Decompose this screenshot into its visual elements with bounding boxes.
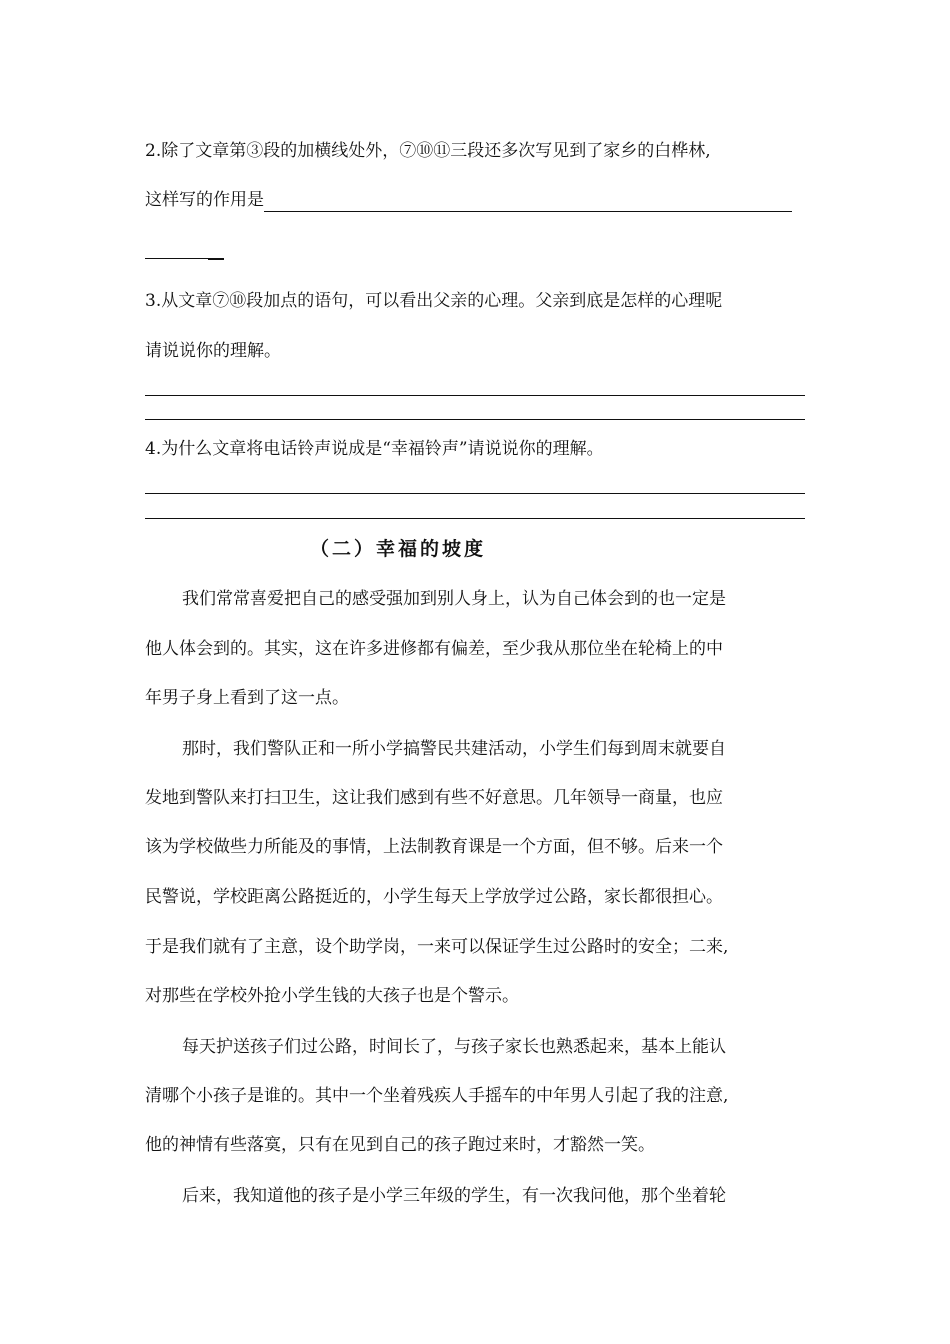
paragraph-1-line-3: 年男子身上看到了这一点。 — [145, 688, 349, 708]
paragraph-3-line-3: 他的神情有些落寞，只有在见到自己的孩子跑过来时，才豁然一笑。 — [145, 1135, 655, 1155]
answer-blank-2-end-mark — [208, 258, 224, 260]
paragraph-4-line-1: 后来，我知道他的孩子是小学三年级的学生，有一次我问他，那个坐着轮 — [182, 1186, 726, 1206]
answer-blank-2-continuation[interactable] — [145, 258, 209, 259]
paragraph-2-line-4: 民警说，学校距离公路挺近的，小学生每天上学放学过公路，家长都很担心。 — [145, 887, 723, 907]
paragraph-1-line-2: 他人体会到的。其实，这在许多进修都有偏差，至少我从那位坐在轮椅上的中 — [145, 639, 723, 659]
answer-blank-2-inline[interactable] — [264, 193, 792, 212]
question-3-line-1: 3.从文章⑦⑩段加点的语句，可以看出父亲的心理。父亲到底是怎样的心理呢 — [145, 291, 723, 311]
paragraph-2-line-1: 那时，我们警队正和一所小学搞警民共建活动，小学生们每到周末就要自 — [182, 739, 726, 759]
question-2-line-2 — [145, 188, 810, 212]
section-title: （二）幸福的坡度 — [310, 538, 487, 560]
answer-line-4a[interactable] — [145, 493, 805, 494]
answer-line-3b[interactable] — [145, 419, 805, 420]
question-4-line-1: 4.为什么文章将电话铃声说成是“幸福铃声”请说说你的理解。 — [145, 439, 604, 459]
question-2-prefix: 这样写的作用是 — [145, 190, 264, 210]
question-2-line-1: 2.除了文章第③段的加横线处外，⑦⑩⑪三段还多次写见到了家乡的白桦林, — [145, 141, 711, 161]
paragraph-2-line-2: 发地到警队来打扫卫生，这让我们感到有些不好意思。几年领导一商量，也应 — [145, 788, 723, 808]
question-3-line-2: 请说说你的理解。 — [145, 341, 281, 361]
answer-line-4b[interactable] — [145, 518, 805, 519]
paragraph-2-line-5: 于是我们就有了主意，设个助学岗，一来可以保证学生过公路时的安全；二来, — [145, 937, 729, 957]
paragraph-3-line-2: 清哪个小孩子是谁的。其中一个坐着残疾人手摇车的中年男人引起了我的注意, — [145, 1086, 729, 1106]
paragraph-3-line-1: 每天护送孩子们过公路，时间长了，与孩子家长也熟悉起来，基本上能认 — [182, 1037, 726, 1057]
paragraph-1-line-1: 我们常常喜爱把自己的感受强加到别人身上，认为自己体会到的也一定是 — [182, 589, 726, 609]
paragraph-2-line-3: 该为学校做些力所能及的事情，上法制教育课是一个方面，但不够。后来一个 — [145, 837, 723, 857]
paragraph-2-line-6: 对那些在学校外抢小学生钱的大孩子也是个警示。 — [145, 986, 519, 1006]
answer-line-3a[interactable] — [145, 395, 805, 396]
